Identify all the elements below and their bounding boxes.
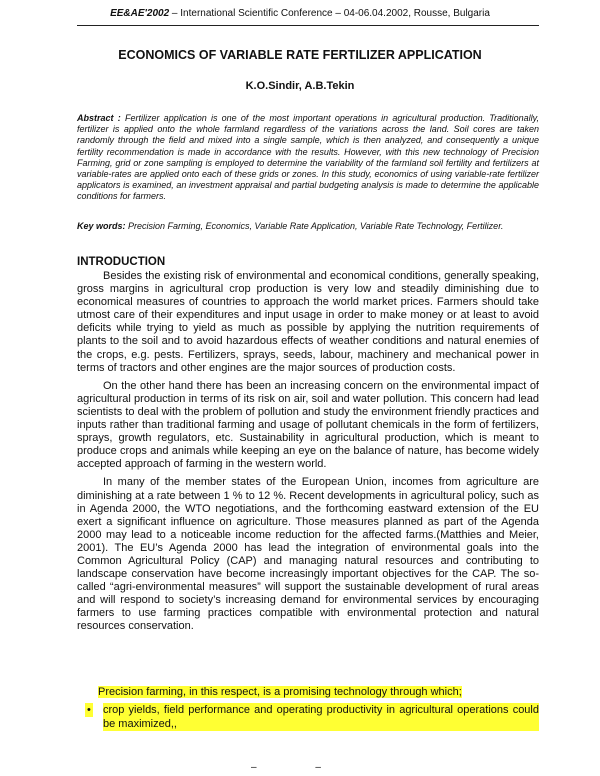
bullet-list-item [87,703,539,731]
abstract-label: Abstract : [77,113,121,123]
bullet-text: crop yields, field performance and operating productivity in agricultural operations could be maximized,, [103,704,539,730]
page-footer-marks: – – [251,762,349,773]
highlighted-sentence [98,686,462,698]
paragraph: On the other hand there has been an increasing concern on the environmental impact of agricultural production in terms of its risk on air, soil and water pollution. This concern had lead scientists to deal with the problem of pollution and study the environment friendly practices and inputs rather than traditional farming and usage of pollutant chemicals in the form of fertilizers, sprays, growth regulators, etc. Sustainability in agricultural production, which is meant to produce crops and animals while keeping an eye on the balance of nature, has become widely accepted approach of farming in the western world. [77,379,539,471]
abstract [77,113,539,203]
running-header [0,8,600,19]
section-heading-introduction: INTRODUCTION [77,256,166,268]
keywords-label: Key words: [77,221,126,231]
conference-details: – International Scientific Conference – 04-06.04.2002, Rousse, Bulgaria [169,8,490,19]
bullet-icon: • [87,704,91,716]
paper-authors: K.O.Sindir, A.B.Tekin [245,80,355,92]
paragraph: In many of the member states of the European Union, incomes from agriculture are diminishing at a rate between 1 % to 12 %. Recent developments in agricultural policy, such as in Agenda 2000, the WTO negotiations, and the forthcoming eastward extension of the EU exert a significant influence on agriculture. Those measures planned as part of the Agenda 2000 may lead to a noticeable income reduction for the affected farms.(Matthies and Meier, 2001). The EU’s Agenda 2000 has lead the integration of environmental goals into the Common Agricultural Policy (CAP) and managing natural resources and contributing to landscape conservation have become increasingly important objectives for the CAP. The so-called “agri-environmental measures” will support the sustainable development of rural areas and will respond to society’s increasing demand for environmental services by encouraging farmers to use farming practices compatible with environmental protection and natural resources conservation. [77,476,539,633]
paragraph: Besides the existing risk of environmental and economical conditions, generally speaking, gross margins in agricultural crop production is very low and steadily diminishing due to economical measures of countries to approach the world market prices. Farmers should take utmost care of their expenditures and input usage in order to make money or at least to avoid deficits while trying to yield as much as possible by applying the nutrition requirements of plants to the soil and to avoid hazardous effects of weather conditions and natural enemies of the crops, e.g. pests. Fertilizers, sprays, seeds, labour, machinery and mechanical power in terms of tractors and other engines are the major sources of production costs. [77,270,539,374]
conference-acronym: EE&AE'2002 [110,8,170,19]
paper-title: ECONOMICS OF VARIABLE RATE FERTILIZER APPLICATION [118,48,482,62]
keywords [77,221,539,232]
introduction-body [77,270,539,639]
header-rule [77,25,539,26]
highlighted-sentence-text: Precision farming, in this respect, is a promising technology through which; [98,686,462,698]
keywords-text: Precision Farming, Economics, Variable Rate Application, Variable Rate Technology, Fertilizer. [125,221,504,231]
abstract-text: Fertilizer application is one of the most important operations in agricultural production. Traditionally, fertilizer is applied onto the whole farmland regardless of the variations across the land. Soil cores are taken randomly through the field and mixed into a single sample, which is then analyzed, and consequently a unique fertility recommendation is made in accordance with the results. However, with this new technology of Precision Farming, grid or zone sampling is employed to determine the variability of the farmland soil fertility and fertilizers at variable-rates are applied onto each of these grids or zones. In this study, economics of using variable-rate fertilizer applicators is examined, an investment appraisal and partial budgeting analysis is made to determine the applicable conditions for farmers. [77,113,539,202]
